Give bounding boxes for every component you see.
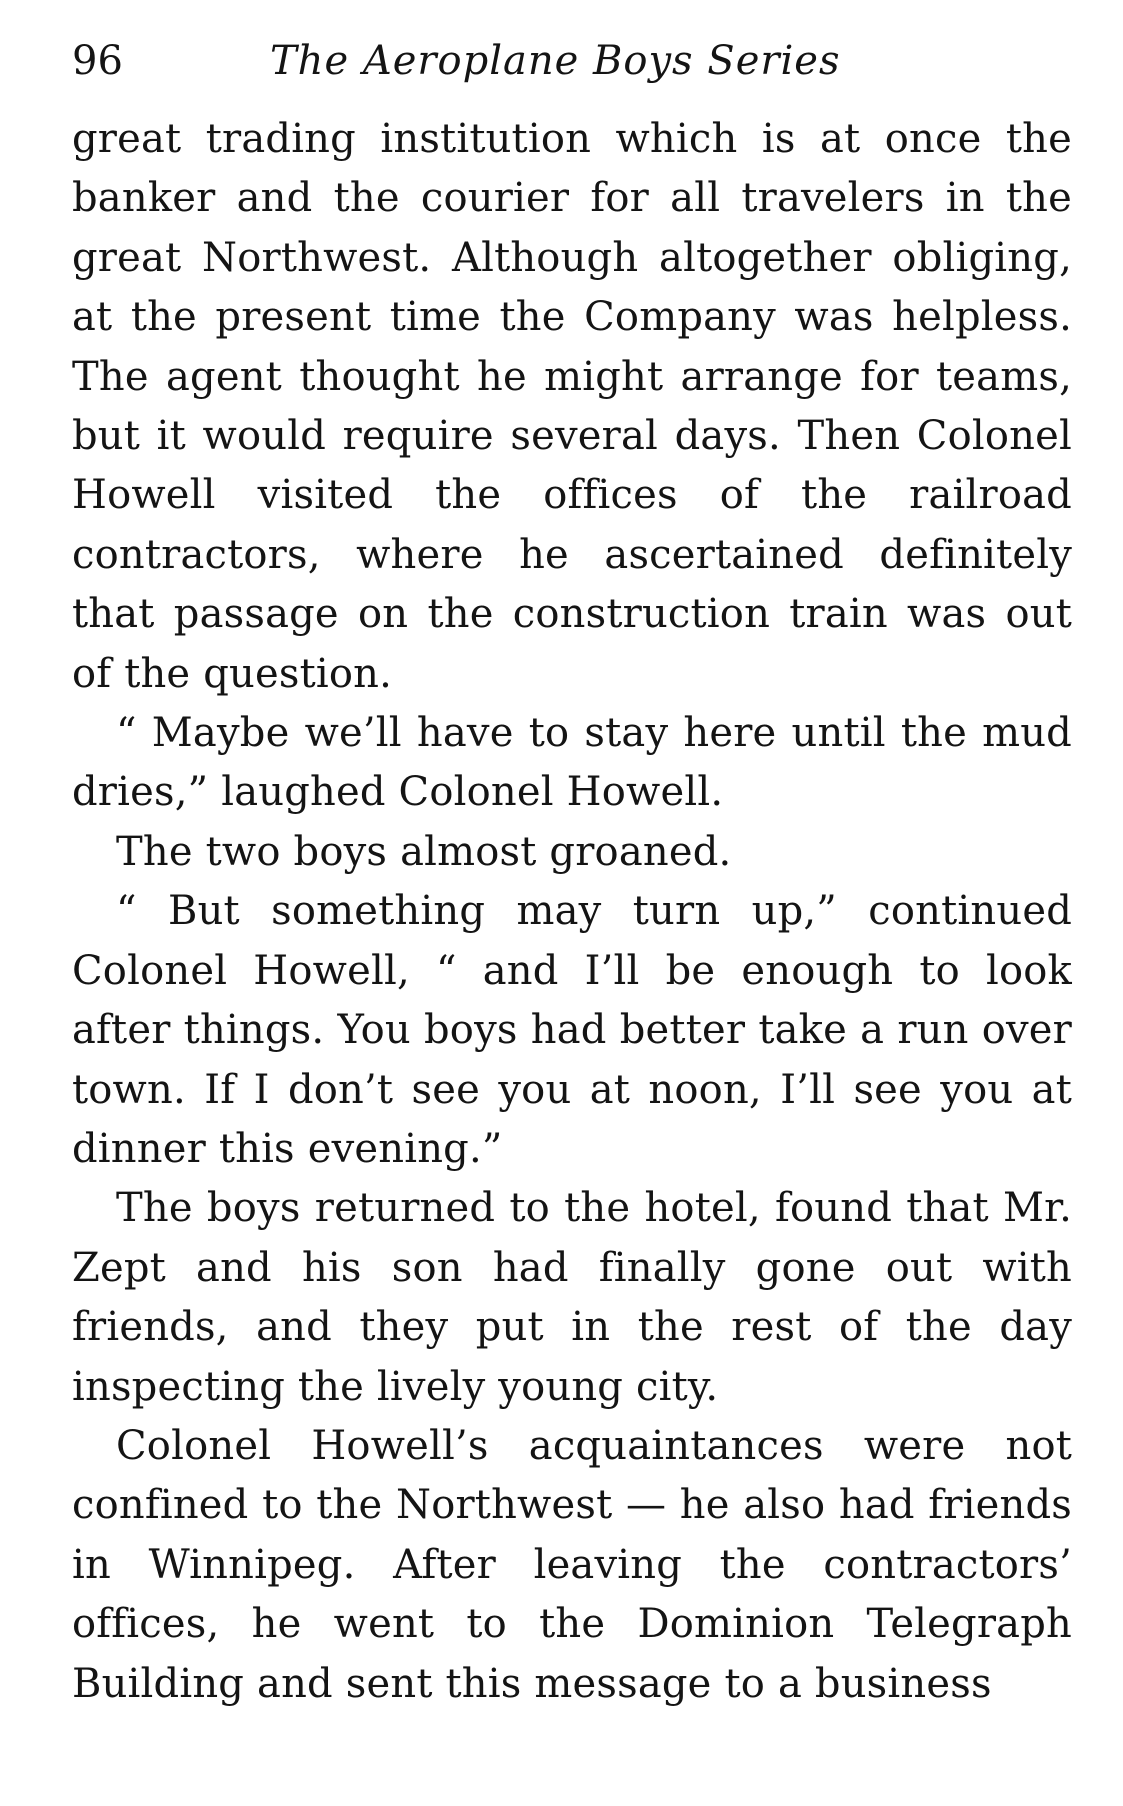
paragraph-telegraph: Colonel Howell’s acquaintances were not confined to the Northwest — he also had friends in Winnipeg. After leaving the contractors’ offices, he went to the Dominion Telegraph Building and sent this message to a business [72,1422,1072,1707]
paragraph-continuation: great trading institution which is at once the banker and the courier for all travelers in the great Northwest. Although altogether obliging, at the present time the Company was helpless. The agent thought he might arrange for teams, but it would require several days. Then Colonel Howell visited the offices of the railroad contractors, where he ascertained definitely that passage on the construction train was out of the question. [72,116,1072,697]
paragraph-hotel: The boys returned to the hotel, found that Mr. Zept and his son had finally gone out with friends, and they put in the rest of the day inspecting the lively young city. [72,1185,1072,1410]
running-head [72,38,1072,98]
paragraph-boys-groaned: The two boys almost groaned. [116,828,732,875]
book-page [72,38,1072,1714]
body-text [72,110,1072,1714]
paragraph-dialogue-mud: “ Maybe we’ll have to stay here until the mud dries,” laughed Colonel Howell. [72,710,1072,816]
page-number: 96 [72,38,123,84]
paragraph-dialogue-turn-up: “ But something may turn up,” continued Colonel Howell, “ and I’ll be enough to look after things. You boys had better take a run over town. If I don’t see you at noon, I’ll see you at dinner this evening.” [72,888,1072,1172]
series-title: The Aeroplane Boys Series [270,38,841,84]
